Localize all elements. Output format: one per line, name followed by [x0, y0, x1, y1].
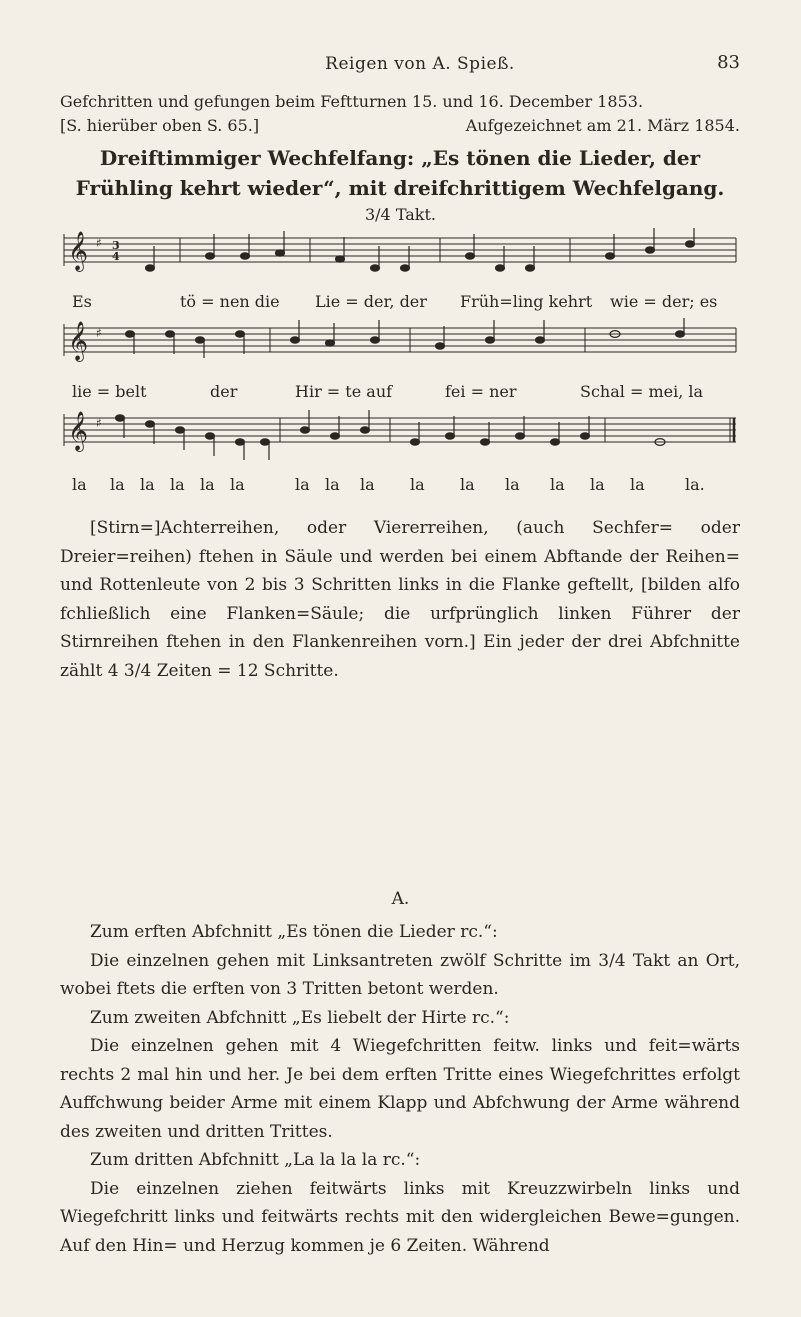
- lyric-syllable: la: [140, 475, 155, 494]
- lyrics-line-2: [60, 382, 740, 406]
- lyric-syllable: la: [325, 475, 340, 494]
- formation-paragraph: [60, 514, 740, 685]
- treble-clef-icon: 𝄞: [68, 411, 89, 451]
- song-title: Dreiftimmiger Wechfelfang: „Es tönen die Lieder, der Frühling kehrt wieder“, mit dreifchrittigem Wechfelgang.: [75, 146, 725, 200]
- lyric-syllable: la: [72, 475, 87, 494]
- intro-line-1: [60, 92, 740, 111]
- page-number: 83: [717, 52, 740, 73]
- sharp-icon: ♯: [96, 416, 102, 430]
- lyric-syllable: la: [550, 475, 565, 494]
- part-2-text: Die einzelnen gehen mit 4 Wiegefchritten feitw. links und feit=wärts rechts 2 mal hin und her. Je bei dem erften Tritte eines Wiegefchrittes erfolgt Auffchwung beider Arme mit einem Klapp und Abfchwung der Arme während des zweiten und dritten Trittes.: [60, 1036, 740, 1142]
- lyric-syllable: wie = der; es: [610, 292, 718, 311]
- lyric-syllable: la: [200, 475, 215, 494]
- lyric-syllable: Hir = te auf: [295, 382, 393, 401]
- section-heading-a: A.: [391, 889, 410, 909]
- recorded-date: Aufgezeichnet am 21. März 1854.: [465, 116, 740, 135]
- lyric-syllable: Es: [72, 292, 92, 311]
- lyric-syllable: la: [410, 475, 425, 494]
- lyric-syllable: Früh=ling kehrt: [460, 292, 593, 311]
- sharp-icon: ♯: [96, 236, 102, 250]
- intro-line-1-text: Gefchritten und gefungen beim Feftturnen 15. und 16. December 1853.: [60, 92, 644, 111]
- lyrics-line-1: [60, 292, 740, 316]
- paragraph-text: [Stirn=]Achterreihen, oder Viererreihen, (auch Sechfer= oder Dreier=reihen) ftehen in Säule und werden bei einem Abftande der Reihen= und Rottenleute von 2 bis 3 Schritten links in die Flanke geftellt, [bilden alfo fchließlich eine Flanken=Säule; die urfprünglich linken Führer der Stirnreihen ftehen in den Flankenreihen vorn.] Ein jeder der drei Abfchnitte zählt 4 3/4 Zeiten = 12 Schritte.: [60, 518, 740, 681]
- lyric-syllable: la: [170, 475, 185, 494]
- part-instructions: [60, 918, 740, 1260]
- running-header: [100, 50, 740, 80]
- music-staff-1: [60, 228, 740, 288]
- music-staff-2: [60, 318, 740, 378]
- lyric-syllable: fei = ner: [445, 382, 517, 401]
- meter-label: 3/4 Takt.: [364, 205, 436, 224]
- lyric-syllable: Lie = der, der: [315, 292, 427, 311]
- lyric-syllable: der: [210, 382, 238, 401]
- part-1-heading: Zum erften Abfchnitt „Es tönen die Lieder rc.“:: [90, 922, 498, 942]
- part-2-heading: Zum zweiten Abfchnitt „Es liebelt der Hirte rc.“:: [90, 1007, 510, 1028]
- treble-clef-icon: 𝄞: [68, 231, 89, 271]
- lyric-syllable: tö = nen die: [180, 292, 280, 311]
- lyric-syllable: la: [505, 475, 520, 494]
- time-signature-bottom: 4: [112, 250, 120, 263]
- lyric-syllable: la: [630, 475, 645, 494]
- lyric-syllable: la: [295, 475, 310, 494]
- part-3-heading: Zum dritten Abfchnitt „La la la la rc.“:: [90, 1150, 421, 1170]
- lyrics-line-3: [60, 475, 740, 499]
- lyric-syllable: la: [110, 475, 125, 494]
- time-signature-top: 3: [112, 239, 120, 252]
- intro-line-2: [60, 116, 740, 135]
- lyric-syllable: la: [230, 475, 245, 494]
- part-3-text: Die einzelnen ziehen feitwärts links mit Kreuzzwirbeln links und Wiegefchritt links und feitwärts rechts mit den widergleichen Bewe=gungen. Auf den Hin= und Herzug kommen je 6 Zeiten. Während: [60, 1178, 740, 1256]
- lyric-syllable: la: [360, 475, 375, 494]
- lyric-syllable: Schal = mei, la: [580, 382, 704, 401]
- lyric-syllable: la: [460, 475, 475, 494]
- running-title: Reigen von A. Spieß.: [325, 54, 515, 74]
- lyric-syllable: la: [590, 475, 605, 494]
- treble-clef-icon: 𝄞: [68, 321, 89, 361]
- music-staff-3: [60, 408, 740, 468]
- intro-reference: [S. hierüber oben S. 65.]: [60, 116, 260, 135]
- lyric-syllable: lie = belt: [72, 382, 147, 401]
- sharp-icon: ♯: [96, 326, 102, 340]
- lyric-syllable: la.: [685, 475, 705, 494]
- part-1-text: Die einzelnen gehen mit Linksantreten zwölf Schritte im 3/4 Takt an Ort, wobei ftets die erften von 3 Tritten betont werden.: [60, 950, 740, 999]
